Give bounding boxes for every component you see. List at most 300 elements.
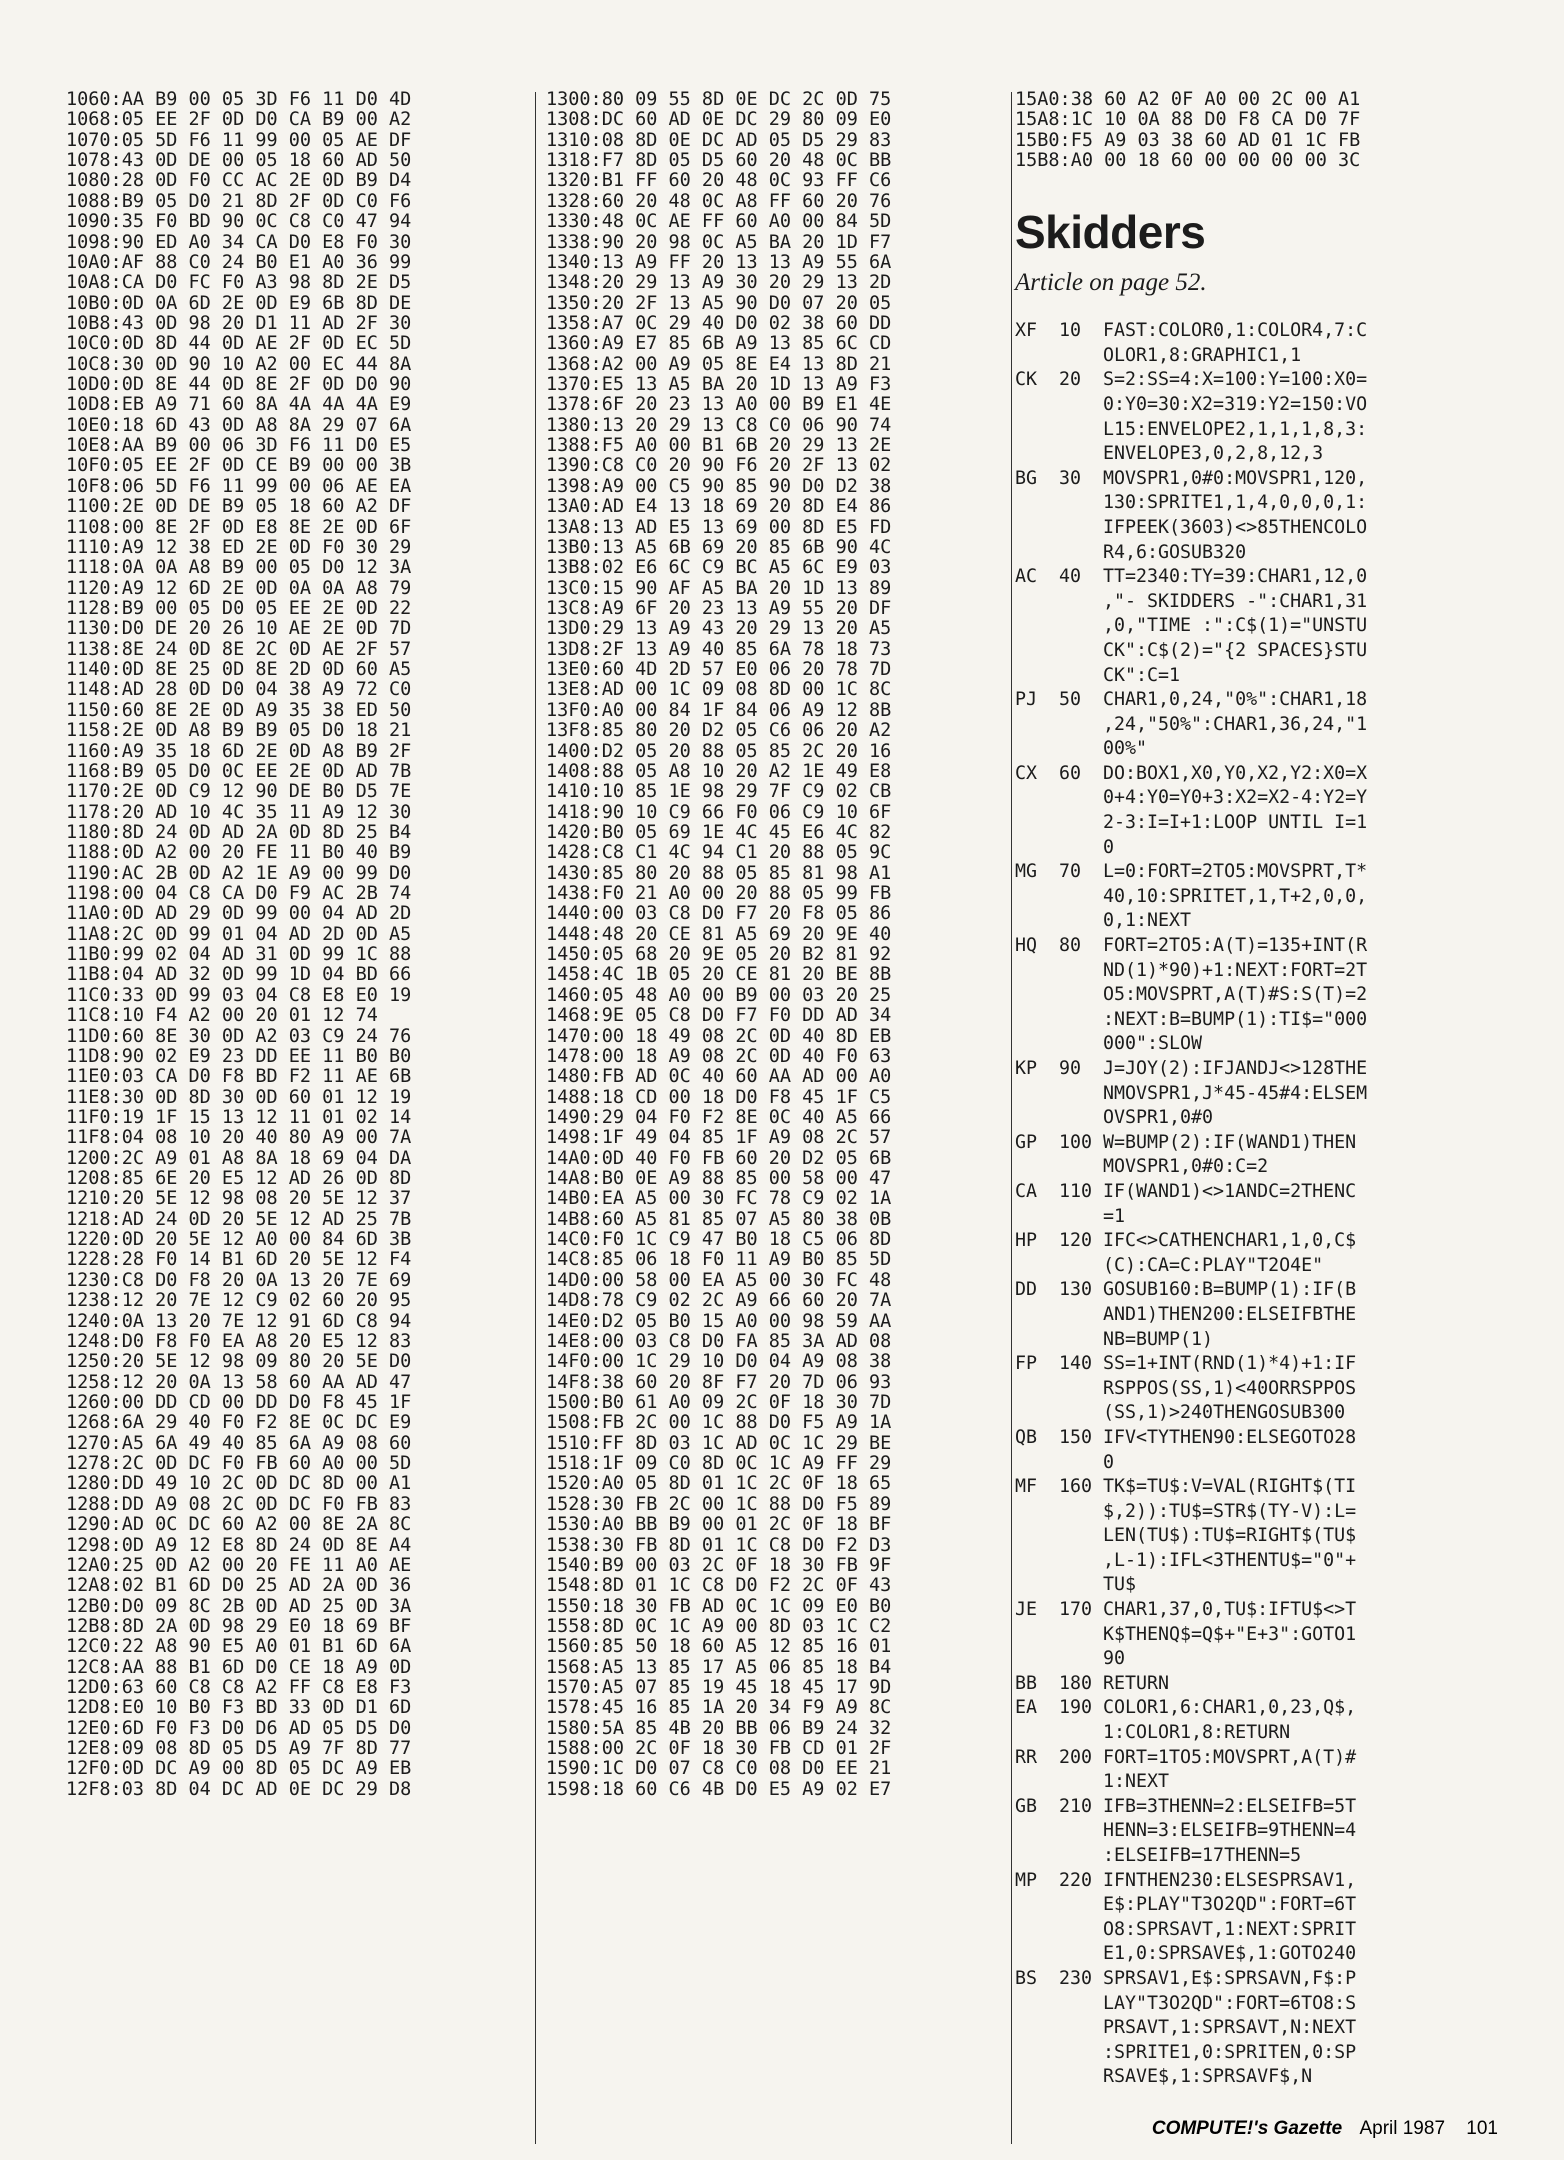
line-number	[1059, 664, 1103, 689]
hex-line: 11A0:0D AD 29 0D 99 00 04 AD 2D	[66, 903, 412, 925]
line-number	[1059, 1647, 1103, 1672]
basic-line	[1015, 1524, 1515, 1549]
basic-line	[1015, 1869, 1515, 1894]
basic-line	[1015, 1451, 1515, 1476]
hex-line: 1300:80 09 55 8D 0E DC 2C 0D 75	[546, 89, 892, 110]
hex-line: 1270:A5 6A 49 40 85 6A A9 08 60	[66, 1432, 412, 1454]
hex-line: 1180:8D 24 0D AD 2A 0D 8D 25 B4	[66, 821, 412, 843]
hex-line: 1140:0D 8E 25 0D 8E 2D 0D 60 A5	[66, 659, 412, 681]
hex-line: 1458:4C 1B 05 20 CE 81 20 BE 8B	[546, 964, 892, 986]
checksum	[1015, 1573, 1059, 1598]
hex-line: 12A8:02 B1 6D D0 25 AD 2A 0D 36	[66, 1575, 412, 1597]
hex-line: 1348:20 29 13 A9 30 20 29 13 2D	[546, 272, 892, 294]
checksum: KP	[1015, 1058, 1038, 1079]
line-number	[1059, 1770, 1103, 1795]
hex-line: 1500:B0 61 A0 09 2C 0F 18 30 7D	[546, 1392, 892, 1413]
checksum	[1015, 713, 1059, 738]
basic-line	[1015, 1696, 1515, 1721]
basic-line	[1015, 1426, 1515, 1451]
hex-line: 1518:1F 09 C0 8D 0C 1C A9 FF 29	[546, 1453, 892, 1475]
line-number: 110	[1059, 1180, 1093, 1202]
line-number	[1059, 1992, 1103, 2017]
checksum: MF	[1015, 1476, 1038, 1498]
basic-code: DO:BOX1,X0,Y0,X2,Y2:X0=X	[1103, 762, 1368, 784]
checksum	[1015, 836, 1059, 861]
basic-code: 1:COLOR1,8:RETURN	[1103, 1722, 1291, 1744]
hex-line: 1448:48 20 CE 81 A5 69 20 9E 40	[546, 923, 892, 945]
basic-line	[1015, 1303, 1515, 1328]
line-number	[1059, 1155, 1103, 1180]
basic-code: ,"- SKIDDERS -":CHAR1,31	[1103, 590, 1368, 612]
basic-line	[1015, 639, 1515, 664]
hex-line: 1260:00 DD CD 00 DD D0 F8 45 1F	[66, 1392, 412, 1413]
article-title: Skidders	[1015, 206, 1206, 259]
hex-line: 1368:A2 00 A9 05 8E E4 13 8D 21	[546, 353, 892, 375]
basic-code: O8:SPRSAVT,1:NEXT:SPRIT	[1103, 1918, 1357, 1940]
checksum: FP	[1015, 1353, 1038, 1375]
hex-line: 14E8:00 03 C8 D0 FA 85 3A AD 08	[546, 1330, 892, 1352]
basic-code: CHAR1,0,24,"0%":CHAR1,18	[1103, 689, 1368, 711]
hex-line: 1370:E5 13 A5 BA 20 1D 13 A9 F3	[546, 374, 892, 396]
line-number: 120	[1059, 1230, 1093, 1252]
line-number: 170	[1059, 1599, 1093, 1621]
basic-line	[1015, 467, 1515, 492]
checksum: MP	[1015, 1869, 1038, 1891]
basic-line	[1015, 344, 1515, 369]
checksum	[1015, 1844, 1059, 1869]
hex-line: 11E0:03 CA D0 F8 BD F2 11 AE 6B	[66, 1066, 412, 1088]
basic-line	[1015, 1155, 1515, 1180]
hex-line: 12E8:09 08 8D 05 D5 A9 7F 8D 77	[66, 1738, 412, 1760]
hex-line: 1598:18 60 C6 4B D0 E5 A9 02 E7	[546, 1778, 892, 1800]
hex-line: 1440:00 03 C8 D0 F7 20 F8 05 86	[546, 903, 892, 925]
hex-line: 1248:D0 F8 F0 EA A8 20 E5 12 83	[66, 1330, 412, 1352]
basic-line	[1015, 1549, 1515, 1574]
basic-code: IFNTHEN230:ELSESPRSAV1,	[1103, 1869, 1357, 1891]
hex-line: 1228:28 F0 14 B1 6D 20 5E 12 F4	[66, 1249, 412, 1271]
hex-line: 1408:88 05 A8 10 20 A2 1E 49 E8	[546, 760, 892, 782]
line-number	[1059, 1844, 1103, 1869]
hex-line: 13B0:13 A5 6B 69 20 85 6B 90 4C	[546, 536, 892, 558]
checksum: DD	[1015, 1279, 1038, 1301]
hex-line: 1538:30 FB 8D 01 1C C8 D0 F2 D3	[546, 1534, 892, 1556]
hex-line: 1208:85 6E 20 E5 12 AD 26 0D 8D	[66, 1168, 412, 1190]
hex-line: 10E0:18 6D 43 0D A8 8A 29 07 6A	[66, 414, 412, 436]
basic-code: :NEXT:B=BUMP(1):TI$="000	[1103, 1008, 1368, 1030]
hex-line: 1210:20 5E 12 98 08 20 5E 12 37	[66, 1188, 412, 1210]
line-number	[1059, 1573, 1103, 1598]
hex-line: 1308:DC 60 AD 0E DC 29 80 09 E0	[546, 109, 892, 131]
basic-line	[1015, 860, 1515, 885]
hex-line: 1090:35 F0 BD 90 0C C8 C0 47 94	[66, 211, 412, 233]
hex-line: 1170:2E 0D C9 12 90 DE B0 D5 7E	[66, 781, 412, 803]
hex-line: 10B0:0D 0A 6D 2E 0D E9 6B 8D DE	[66, 292, 412, 314]
basic-line	[1015, 491, 1515, 516]
basic-line	[1015, 1057, 1515, 1082]
line-number: 220	[1059, 1869, 1093, 1891]
checksum: EA	[1015, 1697, 1038, 1719]
basic-line	[1015, 541, 1515, 566]
line-number: 100	[1059, 1131, 1093, 1153]
hex-line: 1128:B9 00 05 D0 05 EE 2E 0D 22	[66, 597, 412, 619]
checksum	[1015, 2016, 1059, 2041]
hex-line: 1330:48 0C AE FF 60 A0 00 84 5D	[546, 211, 892, 233]
checksum	[1015, 614, 1059, 639]
hex-line: 13E8:AD 00 1C 09 08 8D 00 1C 8C	[546, 679, 892, 701]
basic-code: =1	[1103, 1205, 1126, 1227]
hex-line: 1540:B9 00 03 2C 0F 18 30 FB 9F	[546, 1554, 892, 1576]
hex-line: 1550:18 30 FB AD 0C 1C 09 E0 B0	[546, 1595, 892, 1617]
hex-line: 1178:20 AD 10 4C 35 11 A9 12 30	[66, 801, 412, 823]
basic-code: 0	[1103, 1451, 1115, 1473]
basic-line	[1015, 442, 1515, 467]
checksum: HQ	[1015, 935, 1038, 957]
checksum	[1015, 1623, 1059, 1648]
hex-line: 1350:20 2F 13 A5 90 D0 07 20 05	[546, 292, 892, 314]
line-number: 50	[1059, 689, 1082, 711]
hex-line: 1560:85 50 18 60 A5 12 85 16 01	[546, 1636, 892, 1658]
hex-line: 1418:90 10 C9 66 F0 06 C9 10 6F	[546, 801, 892, 823]
line-number	[1059, 1942, 1103, 1967]
hex-line: 1078:43 0D DE 00 05 18 60 AD 50	[66, 150, 412, 172]
checksum	[1015, 393, 1059, 418]
line-number	[1059, 491, 1103, 516]
basic-line	[1015, 1106, 1515, 1131]
checksum	[1015, 959, 1059, 984]
hex-line: 1110:A9 12 38 ED 2E 0D F0 30 29	[66, 536, 412, 558]
line-number	[1059, 344, 1103, 369]
basic-code: 40,10:SPRITET,1,T+2,0,0,	[1103, 885, 1368, 907]
column-divider	[535, 92, 536, 2144]
hex-line: 1478:00 18 A9 08 2C 0D 40 F0 63	[546, 1045, 892, 1067]
basic-code: OVSPR1,0#0	[1103, 1107, 1214, 1129]
line-number	[1059, 1524, 1103, 1549]
basic-code: SS=1+INT(RND(1)*4)+1:IF	[1103, 1353, 1357, 1375]
checksum	[1015, 1721, 1059, 1746]
line-number	[1059, 2065, 1103, 2090]
basic-line	[1015, 368, 1515, 393]
basic-line	[1015, 1721, 1515, 1746]
hex-line: 14D0:00 58 00 EA A5 00 30 FC 48	[546, 1269, 892, 1291]
hex-line: 1080:28 0D F0 CC AC 2E 0D B9 D4	[66, 170, 412, 192]
basic-code: R4,6:GOSUB320	[1103, 541, 1247, 563]
right-column	[1015, 90, 1515, 2090]
hex-line: 1240:0A 13 20 7E 12 91 6D C8 94	[66, 1310, 412, 1332]
basic-code: IFV<TYTHEN90:ELSEGOTO28	[1103, 1426, 1357, 1448]
line-number	[1059, 1328, 1103, 1353]
hex-line: 10A8:CA D0 FC F0 A3 98 8D 2E D5	[66, 272, 412, 294]
basic-code: IF(WAND1)<>1ANDC=2THENC	[1103, 1180, 1357, 1202]
line-number	[1059, 737, 1103, 762]
hex-listing-column-3	[1015, 90, 1515, 171]
basic-code: RSAVE$,1:SPRSAVF$,N	[1103, 2066, 1313, 2088]
hex-line: 12C0:22 A8 90 E5 A0 01 B1 6D 6A	[66, 1636, 412, 1658]
line-number	[1059, 1819, 1103, 1844]
hex-line: 1278:2C 0D DC F0 FB 60 A0 00 5D	[66, 1453, 412, 1475]
hex-line: 1438:F0 21 A0 00 20 88 05 99 FB	[546, 883, 892, 905]
checksum	[1015, 1106, 1059, 1131]
checksum: CA	[1015, 1180, 1038, 1202]
hex-line: 1468:9E 05 C8 D0 F7 F0 DD AD 34	[546, 1005, 892, 1027]
basic-line	[1015, 688, 1515, 713]
basic-code: E$:PLAY"T3O2QD":FORT=6T	[1103, 1894, 1357, 1916]
basic-code: O5:MOVSPRT,A(T)#S:S(T)=2	[1103, 984, 1368, 1006]
line-number: 200	[1059, 1746, 1093, 1768]
hex-line: 10C8:30 0D 90 10 A2 00 EC 44 8A	[66, 353, 412, 375]
hex-line: 1338:90 20 98 0C A5 BA 20 1D F7	[546, 231, 892, 253]
hex-line: 1070:05 5D F6 11 99 00 05 AE DF	[66, 129, 412, 151]
line-number	[1059, 1303, 1103, 1328]
basic-line	[1015, 836, 1515, 861]
checksum	[1015, 491, 1059, 516]
hex-line: 11B0:99 02 04 AD 31 0D 99 1C 88	[66, 944, 412, 966]
hex-line: 11F8:04 08 10 20 40 80 A9 00 7A	[66, 1127, 412, 1149]
basic-line	[1015, 319, 1515, 344]
checksum	[1015, 1205, 1059, 1230]
checksum: HP	[1015, 1230, 1038, 1252]
basic-line	[1015, 1893, 1515, 1918]
hex-line: 15A0:38 60 A2 0F A0 00 2C 00 A1	[1015, 89, 1361, 110]
checksum	[1015, 1992, 1059, 2017]
basic-code: SPRSAV1,E$:SPRSAVN,F$:P	[1103, 1967, 1357, 1989]
line-number	[1059, 713, 1103, 738]
checksum	[1015, 811, 1059, 836]
basic-code: 000":SLOW	[1103, 1033, 1203, 1055]
basic-code: NB=BUMP(1)	[1103, 1328, 1214, 1350]
hex-line: 10F8:06 5D F6 11 99 00 06 AE EA	[66, 475, 412, 497]
checksum	[1015, 1893, 1059, 1918]
hex-listing-column-1	[66, 90, 526, 1800]
hex-line: 1200:2C A9 01 A8 8A 18 69 04 DA	[66, 1147, 412, 1169]
checksum	[1015, 1155, 1059, 1180]
hex-line: 1298:0D A9 12 E8 8D 24 0D 8E A4	[66, 1534, 412, 1556]
hex-line: 1558:8D 0C 1C A9 00 8D 03 1C C2	[546, 1615, 892, 1637]
checksum: CX	[1015, 762, 1038, 784]
basic-listing	[1015, 319, 1515, 2090]
line-number	[1059, 1549, 1103, 1574]
hex-line: 14A0:0D 40 F0 FB 60 20 D2 05 6B	[546, 1147, 892, 1169]
checksum: RR	[1015, 1746, 1038, 1768]
basic-code: (SS,1)>240THENGOSUB300	[1103, 1402, 1346, 1424]
basic-line	[1015, 516, 1515, 541]
basic-code: ,L-1):IFL<3THENTU$="0"+	[1103, 1549, 1357, 1571]
basic-code: AND1)THEN200:ELSEIFBTHE	[1103, 1303, 1357, 1325]
checksum: AC	[1015, 566, 1038, 588]
basic-line	[1015, 1377, 1515, 1402]
basic-line	[1015, 811, 1515, 836]
line-number: 130	[1059, 1279, 1093, 1301]
checksum	[1015, 2041, 1059, 2066]
checksum	[1015, 1401, 1059, 1426]
checksum	[1015, 1303, 1059, 1328]
basic-code: 1:NEXT	[1103, 1771, 1170, 1793]
hex-line: 13F0:A0 00 84 1F 84 06 A9 12 8B	[546, 699, 892, 721]
checksum	[1015, 1500, 1059, 1525]
basic-code: CK":C$(2)="{2 SPACES}STU	[1103, 639, 1368, 661]
basic-line	[1015, 614, 1515, 639]
hex-line: 12D0:63 60 C8 C8 A2 FF C8 E8 F3	[66, 1677, 412, 1699]
checksum	[1015, 1942, 1059, 1967]
checksum: GB	[1015, 1795, 1038, 1817]
hex-line: 1340:13 A9 FF 20 13 13 A9 55 6A	[546, 251, 892, 273]
line-number	[1059, 1401, 1103, 1426]
basic-code: $,2)):TU$=STR$(TY-V):L=	[1103, 1500, 1357, 1522]
basic-line	[1015, 1623, 1515, 1648]
hex-line: 14C0:F0 1C C9 47 B0 18 C5 06 8D	[546, 1229, 892, 1251]
basic-line	[1015, 1992, 1515, 2017]
hex-line: 1520:A0 05 8D 01 1C 2C 0F 18 65	[546, 1473, 892, 1495]
hex-line: 12B0:D0 09 8C 2B 0D AD 25 0D 3A	[66, 1595, 412, 1617]
hex-line: 1150:60 8E 2E 0D A9 35 38 ED 50	[66, 699, 412, 721]
basic-code: NMOVSPR1,J*45-45#4:ELSEM	[1103, 1082, 1368, 1104]
checksum: JE	[1015, 1599, 1038, 1621]
hex-line: 1360:A9 E7 85 6B A9 13 85 6C CD	[546, 333, 892, 355]
line-number: 60	[1059, 762, 1082, 784]
hex-line: 1230:C8 D0 F8 20 0A 13 20 7E 69	[66, 1269, 412, 1291]
hex-line: 14C8:85 06 18 F0 11 A9 B0 85 5D	[546, 1249, 892, 1271]
basic-line	[1015, 983, 1515, 1008]
line-number: 80	[1059, 935, 1082, 957]
line-number	[1059, 786, 1103, 811]
basic-code: LEN(TU$):TU$=RIGHT$(TU$	[1103, 1525, 1357, 1547]
page-number: 101	[1466, 2118, 1498, 2139]
checksum	[1015, 516, 1059, 541]
hex-line: 1310:08 8D 0E DC AD 05 D5 29 83	[546, 129, 892, 151]
checksum	[1015, 1647, 1059, 1672]
line-number	[1059, 1623, 1103, 1648]
basic-line	[1015, 1746, 1515, 1771]
hex-line: 12E0:6D F0 F3 D0 D6 AD 05 D5 D0	[66, 1717, 412, 1739]
hex-line: 1168:B9 05 D0 0C EE 2E 0D AD 7B	[66, 760, 412, 782]
hex-line: 14D8:78 C9 02 2C A9 66 60 20 7A	[546, 1290, 892, 1312]
basic-code: TU$	[1103, 1574, 1137, 1596]
hex-line: 13E0:60 4D 2D 57 E0 06 20 78 7D	[546, 659, 892, 681]
hex-line: 1580:5A 85 4B 20 BB 06 B9 24 32	[546, 1717, 892, 1739]
checksum	[1015, 590, 1059, 615]
hex-line: 1498:1F 49 04 85 1F A9 08 2C 57	[546, 1127, 892, 1149]
hex-line: 14B0:EA A5 00 30 FC 78 C9 02 1A	[546, 1188, 892, 1210]
hex-line: 13A0:AD E4 13 18 69 20 8D E4 86	[546, 496, 892, 518]
line-number: 210	[1059, 1795, 1093, 1817]
basic-line	[1015, 1598, 1515, 1623]
basic-line	[1015, 1180, 1515, 1205]
hex-line: 12A0:25 0D A2 00 20 FE 11 A0 AE	[66, 1554, 412, 1576]
line-number	[1059, 909, 1103, 934]
hex-line: 1388:F5 A0 00 B1 6B 20 29 13 2E	[546, 435, 892, 457]
hex-line: 1578:45 16 85 1A 20 34 F9 A9 8C	[546, 1697, 892, 1719]
checksum	[1015, 1328, 1059, 1353]
hex-line: 13C0:15 90 AF A5 BA 20 1D 13 89	[546, 577, 892, 599]
hex-line: 1220:0D 20 5E 12 A0 00 84 6D 3B	[66, 1229, 412, 1251]
hex-line: 1480:FB AD 0C 40 60 AA AD 00 A0	[546, 1066, 892, 1088]
line-number: 30	[1059, 467, 1082, 489]
basic-line	[1015, 590, 1515, 615]
basic-code: K$THENQ$=Q$+"E+3":GOTO1	[1103, 1623, 1357, 1645]
hex-line: 1358:A7 0C 29 40 D0 02 38 60 DD	[546, 312, 892, 334]
basic-code: L15:ENVELOPE2,1,1,1,8,3:	[1103, 418, 1368, 440]
checksum	[1015, 1254, 1059, 1279]
line-number	[1059, 1500, 1103, 1525]
basic-line	[1015, 1131, 1515, 1156]
line-number	[1059, 442, 1103, 467]
basic-code: OLOR1,8:GRAPHIC1,1	[1103, 344, 1302, 366]
hex-line: 1290:AD 0C DC 60 A2 00 8E 2A 8C	[66, 1514, 412, 1536]
basic-line	[1015, 1008, 1515, 1033]
checksum	[1015, 1082, 1059, 1107]
line-number	[1059, 590, 1103, 615]
line-number: 20	[1059, 369, 1082, 391]
checksum: BB	[1015, 1672, 1038, 1694]
hex-line: 1548:8D 01 1C C8 D0 F2 2C 0F 43	[546, 1575, 892, 1597]
hex-line: 1068:05 EE 2F 0D D0 CA B9 00 A2	[66, 109, 412, 131]
checksum: PJ	[1015, 689, 1038, 711]
basic-line	[1015, 1352, 1515, 1377]
line-number: 10	[1059, 320, 1082, 342]
basic-line	[1015, 565, 1515, 590]
basic-code: RETURN	[1103, 1672, 1170, 1694]
hex-line: 11C0:33 0D 99 03 04 C8 E8 E0 19	[66, 984, 412, 1006]
hex-line: 1328:60 20 48 0C A8 FF 60 20 76	[546, 190, 892, 212]
hex-line: 1420:B0 05 69 1E 4C 45 E6 4C 82	[546, 821, 892, 843]
basic-line	[1015, 1278, 1515, 1303]
basic-line	[1015, 1328, 1515, 1353]
line-number	[1059, 1082, 1103, 1107]
hex-line: 1568:A5 13 85 17 A5 06 85 18 B4	[546, 1656, 892, 1678]
hex-line: 11B8:04 AD 32 0D 99 1D 04 BD 66	[66, 964, 412, 986]
basic-line	[1015, 393, 1515, 418]
line-number: 70	[1059, 861, 1082, 883]
hex-line: 1510:FF 8D 03 1C AD 0C 1C 29 BE	[546, 1432, 892, 1454]
hex-line: 13C8:A9 6F 20 23 13 A9 55 20 DF	[546, 597, 892, 619]
hex-line: 1238:12 20 7E 12 C9 02 60 20 95	[66, 1290, 412, 1312]
basic-line	[1015, 1967, 1515, 1992]
basic-line	[1015, 1573, 1515, 1598]
hex-line: 11C8:10 F4 A2 00 20 01 12 74	[66, 1005, 378, 1027]
line-number: 180	[1059, 1672, 1093, 1694]
basic-line	[1015, 885, 1515, 910]
basic-code: FAST:COLOR0,1:COLOR4,7:C	[1103, 320, 1368, 342]
line-number	[1059, 1205, 1103, 1230]
basic-code: 130:SPRITE1,1,4,0,0,0,1:	[1103, 492, 1368, 514]
basic-code: IFPEEK(3603)<>85THENCOLO	[1103, 516, 1368, 538]
hex-line: 1588:00 2C 0F 18 30 FB CD 01 2F	[546, 1738, 892, 1760]
hex-line: 10C0:0D 8D 44 0D AE 2F 0D EC 5D	[66, 333, 412, 355]
checksum: GP	[1015, 1131, 1038, 1153]
basic-line	[1015, 737, 1515, 762]
basic-code: 0,1:NEXT	[1103, 910, 1192, 932]
checksum	[1015, 1451, 1059, 1476]
basic-line	[1015, 664, 1515, 689]
line-number	[1059, 516, 1103, 541]
basic-code: S=2:SS=4:X=100:Y=100:X0=	[1103, 369, 1368, 391]
hex-line: 13B8:02 E6 6C C9 BC A5 6C E9 03	[546, 557, 892, 579]
basic-code: FORT=1TO5:MOVSPRT,A(T)#	[1103, 1746, 1357, 1768]
hex-line: 1460:05 48 A0 00 B9 00 03 20 25	[546, 984, 892, 1006]
hex-line: 15B8:A0 00 18 60 00 00 00 00 3C	[1015, 149, 1361, 171]
basic-code: L=0:FORT=2TO5:MOVSPRT,T*	[1103, 861, 1368, 883]
line-number	[1059, 393, 1103, 418]
basic-code: MOVSPR1,0#0:C=2	[1103, 1156, 1269, 1178]
basic-code: CK":C=1	[1103, 664, 1181, 686]
hex-line: 1450:05 68 20 9E 05 20 B2 81 92	[546, 944, 892, 966]
basic-line	[1015, 1795, 1515, 1820]
checksum: MG	[1015, 861, 1038, 883]
basic-line	[1015, 1942, 1515, 1967]
hex-line: 12C8:AA 88 B1 6D D0 CE 18 A9 0D	[66, 1656, 412, 1678]
checksum	[1015, 344, 1059, 369]
hex-line: 1528:30 FB 2C 00 1C 88 D0 F5 89	[546, 1493, 892, 1515]
hex-line: 1380:13 20 29 13 C8 C0 06 90 74	[546, 414, 892, 436]
